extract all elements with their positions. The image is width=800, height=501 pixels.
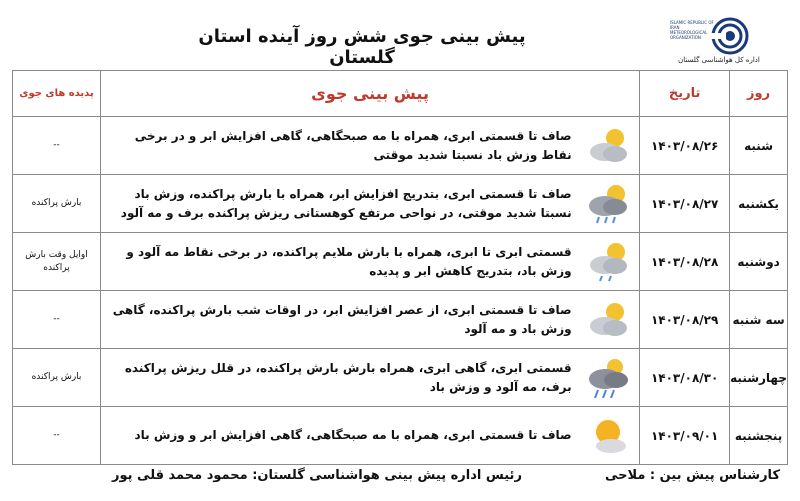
phenomena-cell: اوایل وقت بارش پراکنده: [13, 233, 101, 291]
logo-english-text: ISLAMIC REPUBLIC OF IRAN METEOROLOGICAL ORGANIZATION: [670, 20, 714, 40]
forecast-text-cell: قسمتی ابری، گاهی ابری، همراه بارش بارش پراکنده، در قلل ریزش پراکنده برف، مه آلود و وزش باد: [101, 349, 578, 407]
header-date: تاریخ: [640, 71, 730, 117]
header-day: روز: [730, 71, 788, 117]
forecast-text-cell: صاف تا قسمتی ابری، بتدریج افزایش ابر، همراه با بارش پراکنده، وزش باد نسبتا شدید موقتی، در نواحی مرتفع کوهستانی ریزش پراکنده برف و مه آلود: [101, 175, 578, 233]
table-row: [13, 175, 788, 233]
table-header-row: [13, 71, 788, 117]
logo: [670, 12, 780, 66]
page-header: [12, 6, 788, 68]
phenomena-cell: بارش پراکنده: [13, 349, 101, 407]
sun-cloud-icon: [585, 414, 631, 458]
date-cell: ۱۴۰۳/۰۹/۰۱: [640, 407, 730, 465]
table-row: [13, 233, 788, 291]
partly-cloudy-icon: [585, 298, 631, 342]
date-cell: ۱۴۰۳/۰۸/۲۶: [640, 117, 730, 175]
rain-icon: [585, 356, 631, 400]
day-cell: پنجشنبه: [730, 407, 788, 465]
table-row: [13, 407, 788, 465]
forecast-text-cell: صاف تا قسمتی ابری، همراه با مه صبحگاهی، گاهی افزایش ابر و وزش باد: [101, 407, 578, 465]
phenomena-cell: بارش پراکنده: [13, 175, 101, 233]
forecaster-name: کارشناس پیش بین : ملاحی: [604, 468, 780, 483]
date-cell: ۱۴۰۳/۰۸/۲۷: [640, 175, 730, 233]
weather-icon-cell: [578, 233, 640, 291]
table-row: [13, 117, 788, 175]
phenomena-cell: --: [13, 291, 101, 349]
partly-cloudy-rain-icon: [585, 240, 631, 284]
phenomena-cell: --: [13, 407, 101, 465]
weather-icon-cell: [578, 117, 640, 175]
day-cell: شنبه: [730, 117, 788, 175]
date-cell: ۱۴۰۳/۰۸/۳۰: [640, 349, 730, 407]
phenomena-cell: --: [13, 117, 101, 175]
table-row: [13, 291, 788, 349]
forecast-table: [12, 70, 788, 465]
page-footer: [12, 462, 788, 492]
forecast-text-cell: قسمتی ابری تا ابری، همراه با بارش ملایم پراکنده، در برخی نقاط مه آلود و وزش باد، بتدریج کاهش ابر و پدیده: [101, 233, 578, 291]
day-cell: چهارشنبه: [730, 349, 788, 407]
header-forecast: پیش بینی جوی: [101, 71, 640, 117]
weather-icon-cell: [578, 349, 640, 407]
header-phenomena: پدیده های جوی: [13, 71, 101, 117]
forecast-text-cell: صاف تا قسمتی ابری، همراه با مه صبحگاهی، گاهی افزایش ابر و در برخی نقاط وزش باد نسبتا شدید موقتی: [101, 117, 578, 175]
weather-icon-cell: [578, 291, 640, 349]
page-title: پیش بینی جوی شش روز آینده استان گلستان: [198, 26, 526, 68]
cloudy-rain-icon: [585, 182, 631, 226]
date-cell: ۱۴۰۳/۰۸/۲۹: [640, 291, 730, 349]
table-row: [13, 349, 788, 407]
department-head: رئیس اداره پیش بینی هواشناسی گلستان: محمود محمد قلی پور: [112, 468, 522, 483]
partly-cloudy-icon: [585, 124, 631, 168]
day-cell: یکشنبه: [730, 175, 788, 233]
day-cell: سه شنبه: [730, 291, 788, 349]
weather-icon-cell: [578, 175, 640, 233]
forecast-text-cell: صاف تا قسمتی ابری، از عصر افزایش ابر، در اوقات شب بارش پراکنده، گاهی وزش باد و مه آلود: [101, 291, 578, 349]
weather-icon-cell: [578, 407, 640, 465]
day-cell: دوشنبه: [730, 233, 788, 291]
date-cell: ۱۴۰۳/۰۸/۲۸: [640, 233, 730, 291]
logo-org-name: اداره کل هواشناسی گلستان: [678, 56, 760, 64]
